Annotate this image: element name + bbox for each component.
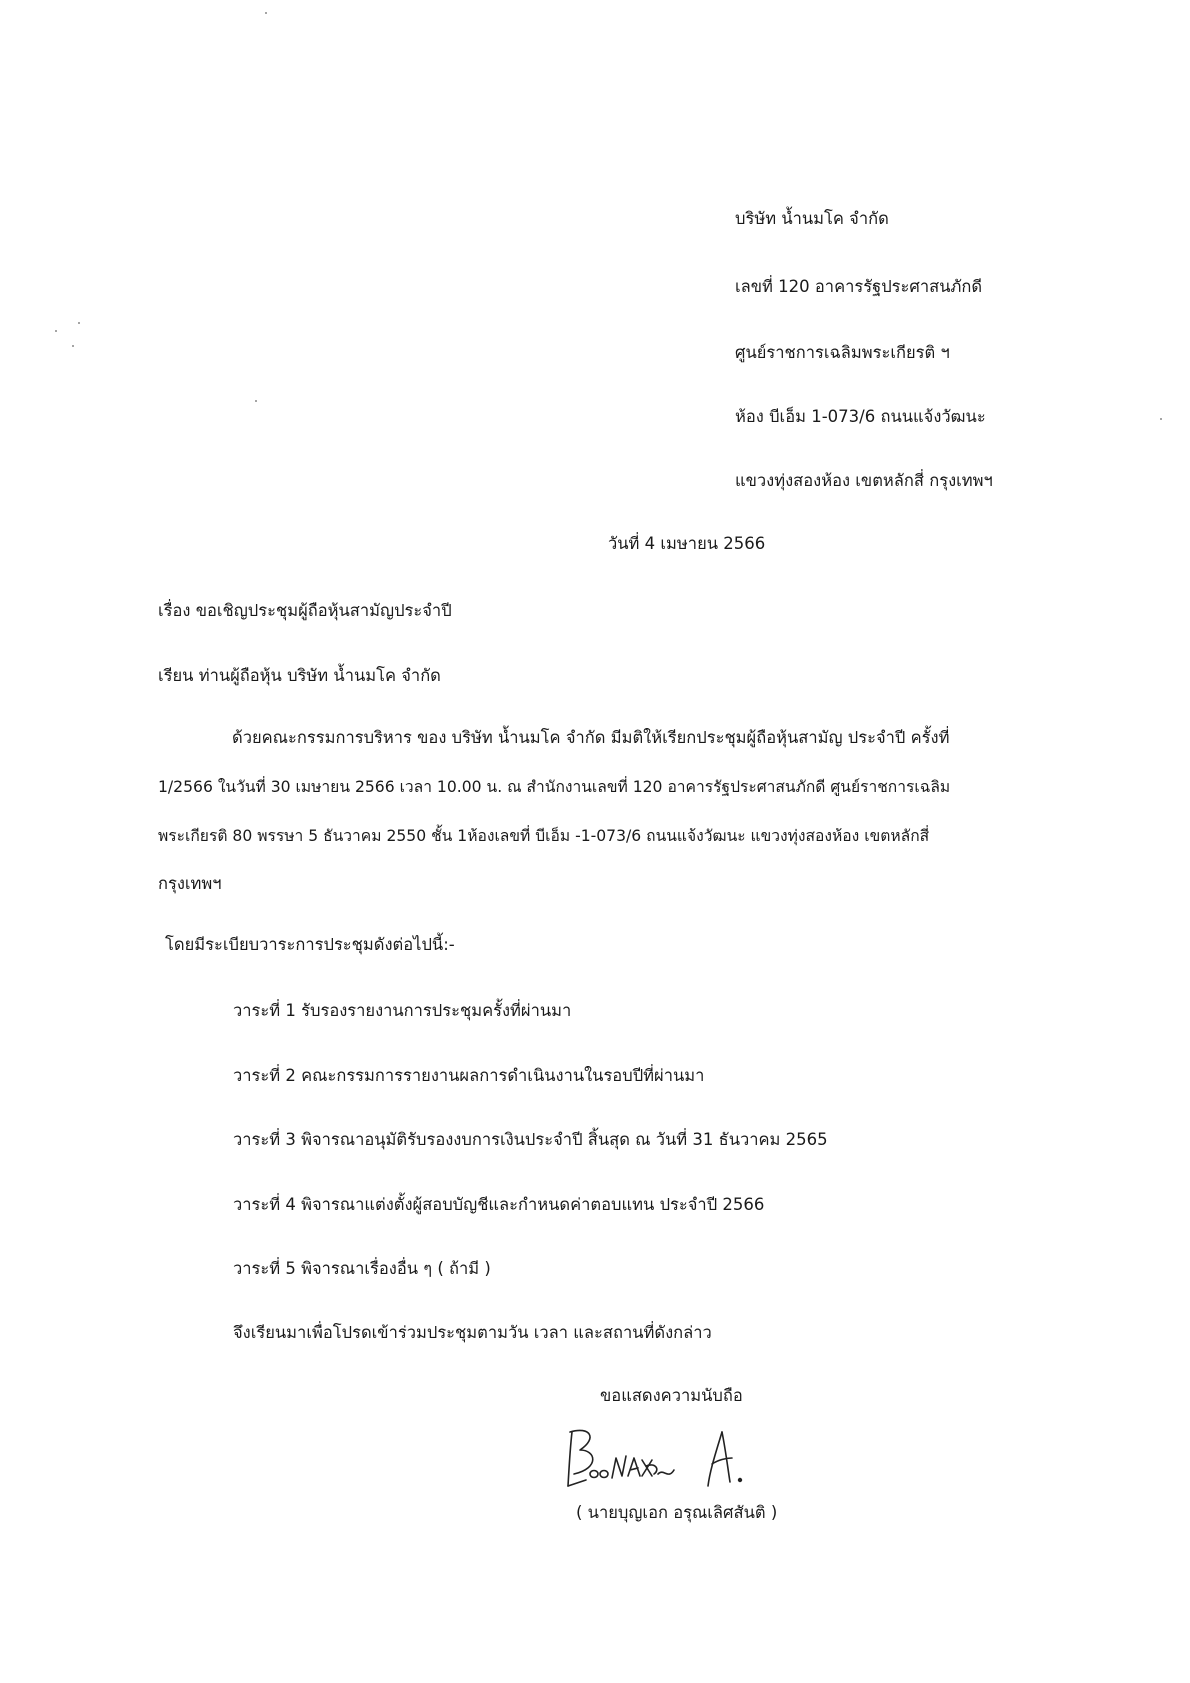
scan-speck (255, 400, 257, 402)
scan-speck (55, 330, 57, 332)
scan-speck (1160, 418, 1162, 420)
letter-conclusion: จึงเรียนมาเพื่อโปรดเข้าร่วมประชุมตามวัน เวลา และสถานที่ดังกล่าว (233, 1323, 712, 1342)
agenda-item-3: วาระที่ 3 พิจารณาอนุมัติรับรองงบการเงินประจำปี สิ้นสุด ณ วันที่ 31 ธันวาคม 2565 (233, 1130, 828, 1149)
sender-address-line4: แขวงทุ่งสองห้อง เขตหลักสี่ กรุงเทพฯ (735, 471, 993, 490)
signature-image (560, 1424, 780, 1494)
body-line-1: ด้วยคณะกรรมการบริหาร ของ บริษัท น้ำนมโค จำกัด มีมติให้เรียกประชุมผู้ถือหุ้นสามัญ ประจำปี ครั้งที่ (232, 728, 950, 747)
scan-speck (72, 345, 74, 347)
sender-address-line1: เลขที่ 120 อาคารรัฐประศาสนภักดี (735, 277, 983, 296)
scan-speck (78, 322, 80, 324)
agenda-item-1: วาระที่ 1 รับรองรายงานการประชุมครั้งที่ผ่านมา (233, 1001, 572, 1020)
scan-speck (265, 12, 267, 14)
agenda-item-5: วาระที่ 5 พิจารณาเรื่องอื่น ๆ ( ถ้ามี ) (233, 1259, 491, 1278)
sender-company: บริษัท น้ำนมโค จำกัด (735, 209, 889, 228)
body-line-3: พระเกียรติ 80 พรรษา 5 ธันวาคม 2550 ชั้น 1ห้องเลขที่ บีเอ็ม -1-073/6 ถนนแจ้งวัฒนะ แขวงทุ่งสองห้อง เขตหลักสี่ (158, 827, 930, 845)
sender-address-line2: ศูนย์ราชการเฉลิมพระเกียรติ ฯ (735, 343, 950, 362)
agenda-intro: โดยมีระเบียบวาระการประชุมดังต่อไปนี้:- (165, 935, 455, 954)
letter-salutation: เรียน ท่านผู้ถือหุ้น บริษัท น้ำนมโค จำกัด (158, 666, 441, 685)
letter-subject: เรื่อง ขอเชิญประชุมผู้ถือหุ้นสามัญประจำปี (158, 601, 452, 620)
letter-date: วันที่ 4 เมษายน 2566 (608, 534, 766, 553)
letter-closing: ขอแสดงความนับถือ (600, 1386, 743, 1405)
sender-address-line3: ห้อง บีเอ็ม 1-073/6 ถนนแจ้งวัฒนะ (735, 407, 986, 426)
agenda-item-2: วาระที่ 2 คณะกรรมการรายงานผลการดำเนินงานในรอบปีที่ผ่านมา (233, 1066, 705, 1085)
agenda-item-4: วาระที่ 4 พิจารณาแต่งตั้งผู้สอบบัญชีและกำหนดค่าตอบแทน ประจำปี 2566 (233, 1195, 765, 1214)
signer-name: ( นายบุญเอก อรุณเลิศสันติ ) (576, 1503, 778, 1522)
body-line-2: 1/2566 ในวันที่ 30 เมษายน 2566 เวลา 10.00 น. ณ สำนักงานเลขที่ 120 อาคารรัฐประศาสนภักดี ศูนย์ราชการเฉลิม (158, 778, 951, 796)
body-line-4: กรุงเทพฯ (158, 874, 222, 893)
